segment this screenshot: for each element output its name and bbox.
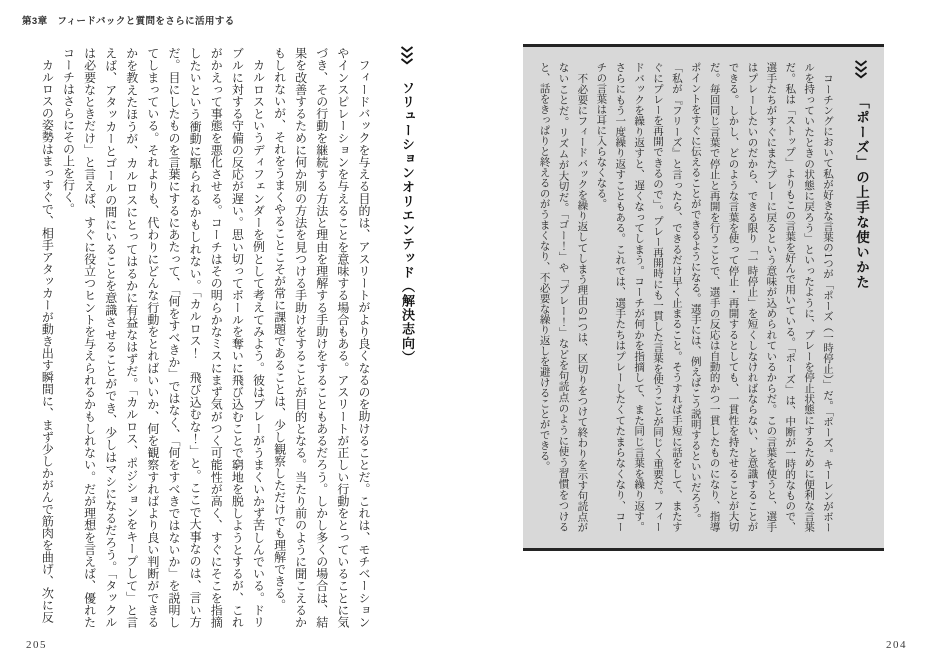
solution-oriented-heading-text: ソリューションオリエンテッド（解決志向） <box>400 80 415 365</box>
paragraph: 「私が『フリーズ』と言ったら、できるだけ早く止まること。そうすれば手短に話をして、またすぐにプレーを再開できるので」。プレー再開時にも一貫した言葉を使うことが同じく重要だ。フィードバックを繰り返すと、遅くなってしまう。コーチが何かを指摘して、また同じ言葉を繰り返す。さらにもう一度繰り返すこともある。これでは、選手たちはプレーしたくてたまらなくなり、コーチの言葉は耳に入らなくなる。 <box>595 62 682 532</box>
pause-heading-text: 「ポーズ」の上手な使いかた <box>854 95 869 291</box>
paragraph: 不必要にフィードバックを繰り返してしまう理由の1つは、区切りをつけて終わりを示す句読点がないことだ。リズムが大切だ。「ゴー！」や「プレー！」などを句読点のように使う習慣をつけると、話をきっぱりと終えるのがうまくなり、不必要な繰り返しを避けることができる。 <box>538 62 588 532</box>
paragraph: カルロスというディフェンダーを例として考えてみよう。彼はプレーがうまくいかず苦しんでいる。ドリブルに対する守備の反応が遅い。思い切ってボールを奪いに飛び込むことで窮地を脱しようとするが、これがかえって事態を悪化させる。コーチはその明らかなミスにまず気がつく可能性が高く、すぐにそこを指摘したいという衝動に駆られるかもしれない。「カルロス！ 飛び込むな！」と。ここで大事なのは、言い方だ。目にしたものを言葉にするにあたって、「何をすべきか」ではなく、「何をすべきではないか」を説明してしまっている。それよりも、代わりにどんな行動をとればいいか、何を観察すればより良い判断ができるかを教えたほうが、カルロスにとってはるかに有益なはずだ。「カルロス、ポジションをキープして」と言えば、アタッカーとゴールの間にいることを意識させることができ、少しはマシになるだろう。「タックルは必要なときだけ」と言えば、すぐに役立つヒントを与えられるかもしれない。だが理想を言えば、優れたコーチはさらにその上を行く。 <box>61 47 266 629</box>
pause-section-body <box>525 62 836 532</box>
triple-chevron-down-icon <box>854 60 868 79</box>
paragraph: フィードバックを与える目的は、アスリートがより良くなるのを助けることだ。これは、モチベーションやインスピレーションを与えることを意味する場合もある。アスリートが正しい行動をとっていることに気づき、その行動を継続する方法と理由を理解する手助けをすることもあるだろう。しかし多くの場合は、結果を改善するために何か別の方法を見つける手助けをすることが目的となる。当たり前のように聞こえるかもしれないが、それをうまくやることこそが常に課題であることは、少し観察しただけでも理解できる。 <box>272 47 371 628</box>
pause-section-heading <box>851 60 871 535</box>
solution-oriented-heading <box>398 46 417 630</box>
running-header: 第3章 フィードバックと質問をさらに活用する <box>22 16 235 27</box>
page-number-204: 204 <box>886 639 907 651</box>
page-number-205: 205 <box>26 639 47 651</box>
solution-oriented-body <box>20 47 374 628</box>
paragraph: コーチングにおいて私が好きな言葉の1つが「ポーズ（一時停止）」だ。「ポーズ。キーレンがボールを持っていたときの状態に戻ろう」といったように、プレーを停止状態にするために便利な言葉だ。私は「ストップ」よりもこの言葉を好んで用いている。「ポーズ」は、中断が一時的なもので、選手たちがすぐにまたプレーに戻るという意味が込められているからだ。この言葉を使うと、選手はプレーしたいのだから、できる限り「一時停止」を短くしなければならない、と意識することができる。しかし、どのような言葉を使って停止・再開するとしても、一貫性を持たせることが大切だ。毎回同じ言葉で停止と再開を行うことで、選手の反応は自動的かつ一貫したものになり、指導ポイントをすぐに伝えることができるようになる。選手には、例えばこう説明するといいだろう。 <box>689 62 833 532</box>
paragraph: カルロスの姿勢はまっすぐで、相手アタッカーが動き出す瞬間に、まず少しかがんで筋肉を曲げ、次に反 <box>40 59 55 623</box>
triple-chevron-down-icon <box>400 46 414 65</box>
pause-section-box <box>523 44 884 551</box>
